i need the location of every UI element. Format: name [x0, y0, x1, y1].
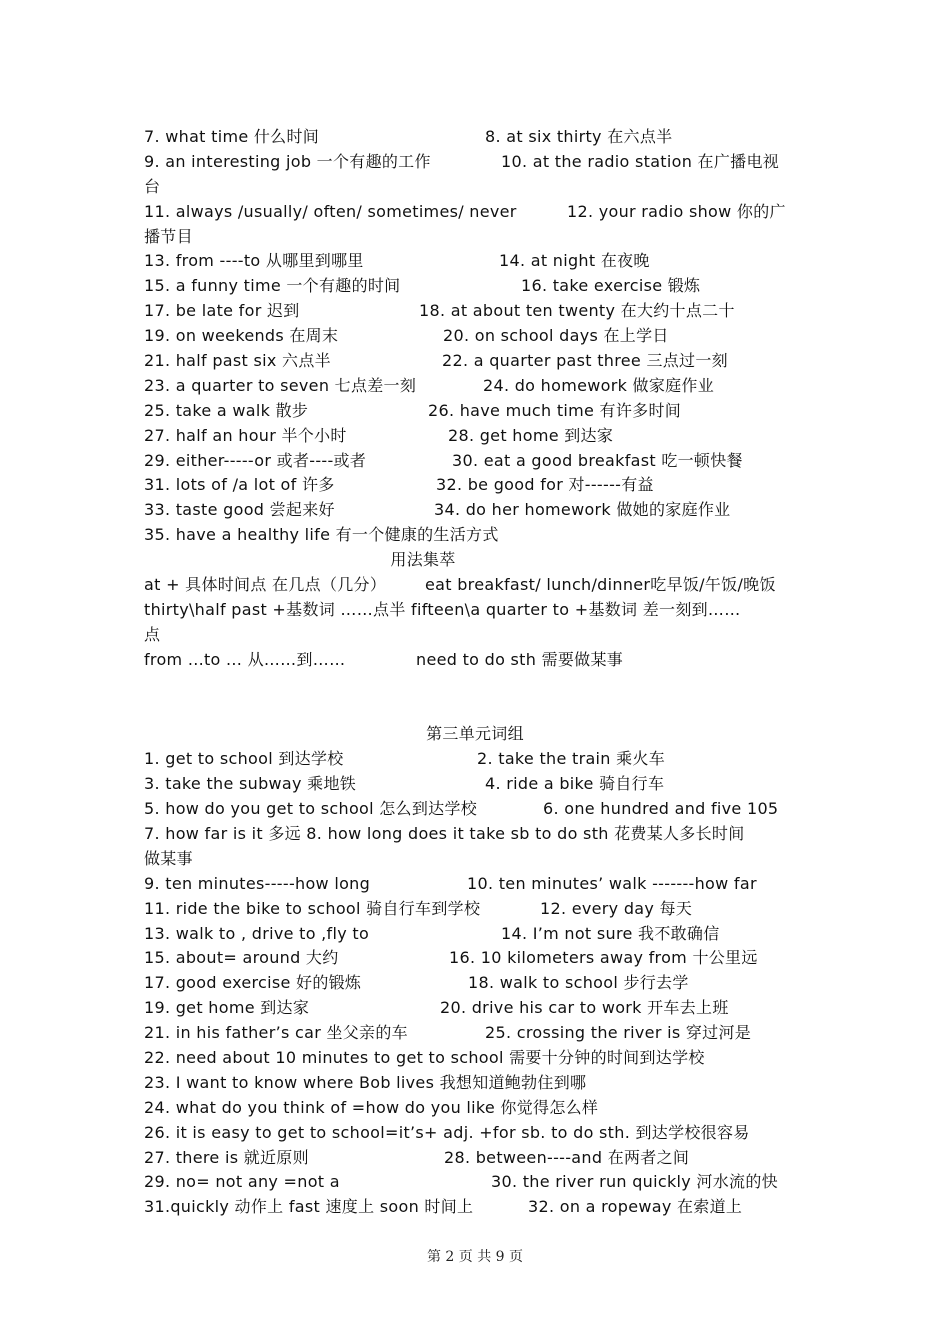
phrase-right: 18. walk to school 步行去学	[468, 973, 689, 993]
list-item	[144, 1096, 810, 1121]
list-item	[144, 349, 810, 374]
usage-item	[144, 598, 810, 623]
list-item	[144, 225, 810, 250]
usage-item	[144, 648, 810, 673]
phrase-right: 16. take exercise 锻炼	[521, 276, 701, 296]
phrase-right: 14. I’m not sure 我不敢确信	[501, 923, 720, 943]
phrase-left: 7. how far is it 多远 8. how long does it take sb to do sth 花费某人多长时间	[144, 823, 745, 843]
list-item	[144, 498, 810, 523]
list-item	[144, 249, 810, 274]
phrase-left: 13. from ----to 从哪里到哪里	[144, 251, 364, 271]
phrase-left: 3. take the subway 乘地铁	[144, 774, 357, 794]
phrase-right: 8. at six thirty 在六点半	[485, 127, 673, 146]
phrase-right: 30. the river run quickly 河水流的快	[491, 1172, 778, 1192]
phrase-right: 6. one hundred and five 105	[543, 799, 779, 819]
phrase-right: 4. ride a bike 骑自行车	[485, 774, 665, 794]
phrase-left: 31. lots of /a lot of 许多	[144, 475, 335, 495]
phrase-left: 31.quickly 动作上 fast 速度上 soon 时间上	[144, 1197, 474, 1217]
list-item	[144, 1195, 810, 1220]
phrase-right: 26. have much time 有许多时间	[428, 400, 682, 420]
phrase-left: 35. have a healthy life 有一个健康的生活方式	[144, 525, 499, 545]
list-item	[144, 747, 810, 772]
phrase-right: 14. at night 在夜晚	[499, 251, 650, 271]
phrase-left: 27. half an hour 半个小时	[144, 425, 347, 445]
phrase-right: 32. on a ropeway 在索道上	[528, 1197, 743, 1217]
list-item	[144, 922, 810, 947]
section-heading: 用法集萃	[390, 550, 456, 570]
phrase-left: 15. about= around 大约	[144, 948, 339, 968]
phrase-left: 17. be late for 迟到	[144, 301, 300, 321]
list-item	[144, 897, 810, 922]
phrase-right: 24. do homework 做家庭作业	[483, 375, 715, 395]
list-item	[144, 822, 810, 847]
phrase-right: 2. take the train 乘火车	[477, 749, 666, 769]
usage-left: thirty\half past +基数词 ……点半 fifteen\a quarter to +基数词 差一刻到……	[144, 599, 741, 619]
list-item	[144, 523, 810, 548]
phrase-left: 24. what do you think of =how do you like 你觉得怎么样	[144, 1097, 599, 1117]
usage-left: from ...to ... 从……到……	[144, 649, 346, 669]
phrase-left: 25. take a walk 散步	[144, 400, 309, 420]
list-item	[144, 424, 810, 449]
phrase-left: 15. a funny time 一个有趣的时间	[144, 276, 401, 296]
phrase-right: 28. between----and 在两者之间	[444, 1147, 690, 1167]
phrase-left: 23. a quarter to seven 七点差一刻	[144, 375, 417, 395]
section-title: 第三单元词组	[426, 724, 524, 744]
phrase-right: 10. at the radio station 在广播电视	[501, 151, 780, 171]
list-item	[144, 971, 810, 996]
phrase-left: 21. half past six 六点半	[144, 351, 331, 371]
phrase-left: 29. no= not any =not a	[144, 1172, 340, 1192]
phrase-left: 5. how do you get to school 怎么到达学校	[144, 799, 478, 819]
phrase-left: 1. get to school 到达学校	[144, 749, 344, 769]
phrase-left: 播节目	[144, 226, 193, 246]
usage-item	[144, 623, 810, 648]
usage-right: need to do sth 需要做某事	[416, 649, 624, 669]
list-item	[144, 847, 810, 872]
list-item	[144, 150, 810, 175]
list-item	[144, 1121, 810, 1146]
phrase-right: 10. ten minutes’ walk -------how far	[467, 873, 757, 893]
phrase-right: 32. be good for 对------有益	[436, 475, 654, 495]
usage-left: at + 具体时间点 在几点（几分）	[144, 575, 387, 595]
phrase-left: 13. walk to , drive to ,fly to	[144, 923, 370, 943]
list-item	[144, 125, 810, 150]
page-footer: 第 2 页 共 9 页	[426, 1249, 524, 1265]
list-item	[144, 872, 810, 897]
phrase-right: 12. your radio show 你的广	[567, 201, 786, 221]
list-item	[144, 299, 810, 324]
phrase-left: 29. either-----or 或者----或者	[144, 450, 367, 470]
list-item	[144, 274, 810, 299]
phrase-left: 22. need about 10 minutes to get to school 需要十分钟的时间到达学校	[144, 1047, 705, 1067]
list-item	[144, 1071, 810, 1096]
usage-left: 点	[144, 624, 161, 644]
list-item	[144, 1021, 810, 1046]
phrase-left: 26. it is easy to get to school=it’s+ adj. +for sb. to do sth. 到达学校很容易	[144, 1122, 750, 1142]
phrase-left: 19. on weekends 在周末	[144, 326, 339, 346]
list-item	[144, 399, 810, 424]
spacer	[144, 673, 810, 723]
list-item	[144, 797, 810, 822]
phrase-right: 34. do her homework 做她的家庭作业	[434, 500, 731, 520]
phrase-left: 33. taste good 尝起来好	[144, 500, 335, 520]
usage-right: eat breakfast/ lunch/dinner吃早饭/午饭/晚饭	[425, 575, 776, 595]
phrase-left: 17. good exercise 好的锻炼	[144, 973, 362, 993]
phrase-left: 23. I want to know where Bob lives 我想知道鲍勃住到哪	[144, 1072, 587, 1092]
phrase-left: 11. ride the bike to school 骑自行车到学校	[144, 898, 481, 918]
phrase-right: 22. a quarter past three 三点过一刻	[442, 351, 728, 371]
list-item	[144, 1046, 810, 1071]
list-item	[144, 996, 810, 1021]
phrase-left: 9. an interesting job 一个有趣的工作	[144, 151, 431, 171]
phrase-right: 12. every day 每天	[540, 898, 693, 918]
phrase-right: 18. at about ten twenty 在大约十点二十	[419, 301, 735, 321]
phrase-left: 21. in his father’s car 坐父亲的车	[144, 1023, 408, 1043]
phrase-left: 27. there is 就近原则	[144, 1147, 309, 1167]
phrase-left: 做某事	[144, 848, 193, 868]
list-item	[144, 324, 810, 349]
phrase-right: 30. eat a good breakfast 吃一顿快餐	[452, 450, 743, 470]
phrase-right: 20. drive his car to work 开车去上班	[440, 998, 729, 1018]
list-item	[144, 175, 810, 200]
page-content	[144, 125, 810, 1220]
phrase-right: 16. 10 kilometers away from 十公里远	[449, 948, 758, 968]
list-item	[144, 1146, 810, 1171]
phrase-right: 20. on school days 在上学日	[443, 326, 669, 346]
list-item	[144, 473, 810, 498]
list-item	[144, 1170, 810, 1195]
list-item	[144, 200, 810, 225]
phrase-left: 9. ten minutes-----how long	[144, 873, 371, 893]
phrase-right: 28. get home 到达家	[448, 425, 614, 445]
list-item	[144, 946, 810, 971]
phrase-right: 25. crossing the river is 穿过河是	[485, 1023, 752, 1043]
phrase-left: 11. always /usually/ often/ sometimes/ never	[144, 201, 517, 221]
usage-item	[144, 573, 810, 598]
list-item	[144, 449, 810, 474]
phrase-left: 19. get home 到达家	[144, 998, 310, 1018]
list-item	[144, 772, 810, 797]
phrase-left: 7. what time 什么时间	[144, 127, 320, 146]
phrase-left: 台	[144, 176, 161, 196]
list-item	[144, 374, 810, 399]
